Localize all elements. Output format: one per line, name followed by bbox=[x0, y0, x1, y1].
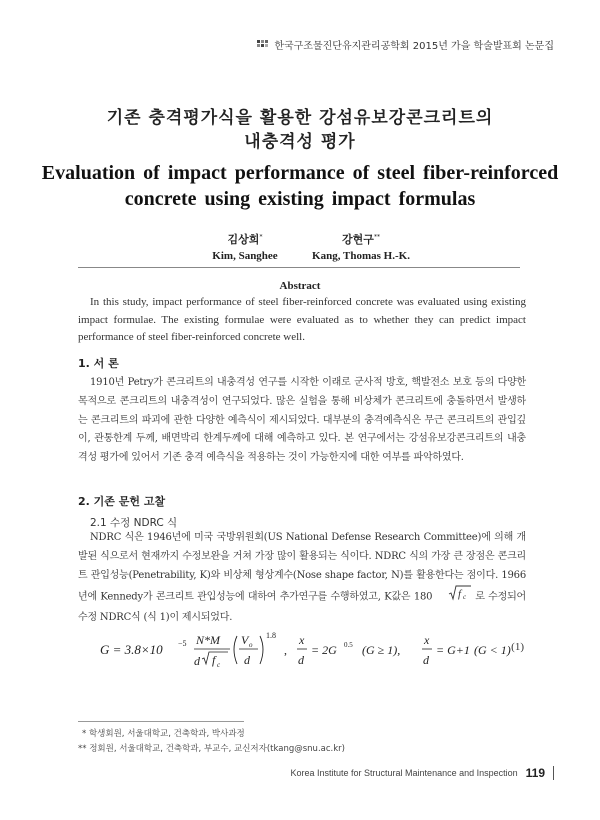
author-2 bbox=[296, 231, 426, 262]
grid-logo-icon bbox=[257, 40, 269, 49]
eq-c1-exp: 0.5 bbox=[344, 641, 353, 649]
footnote-1: * 학생회원, 서울대학교, 건축학과, 박사과정 bbox=[82, 729, 245, 739]
eq-exp: −5 bbox=[178, 639, 187, 648]
page-number: 119 bbox=[525, 766, 545, 780]
eq-den: d bbox=[194, 654, 200, 668]
eq-frac-num: V bbox=[241, 633, 249, 647]
eq-c2-den: d bbox=[423, 653, 429, 667]
page-footer bbox=[291, 766, 555, 780]
footer-bar bbox=[553, 766, 554, 780]
abstract-text: In this study, impact performance of steel fiber-reinforced concrete was evaluated using existing impact formulae. The existing formulae were evaluated as to whether they can predict impact performance of steel fiber-reinforced concrete well. bbox=[78, 296, 526, 343]
author-1-ko: 김상희 bbox=[227, 233, 260, 246]
section2-text bbox=[78, 529, 526, 628]
author-1-en: Kim, Sanghee bbox=[212, 250, 278, 262]
eq-c1-rhs: = 2G bbox=[311, 643, 337, 657]
equation-1 bbox=[100, 628, 520, 672]
eq-frac-den: d bbox=[244, 653, 250, 667]
title-english-line2: concrete using existing impact formulas bbox=[124, 188, 476, 210]
eq-c1-range: (G ≥ 1), bbox=[362, 643, 401, 657]
eq-frac-sub: o bbox=[249, 641, 253, 649]
author-1 bbox=[190, 231, 300, 262]
eq-c2-range: (G < 1) bbox=[474, 643, 511, 657]
footnote-divider bbox=[78, 721, 244, 722]
section2-text-tail: 로 수정되어 수정 NDRC식 (식 1)이 제시되었다. bbox=[78, 591, 527, 624]
eq-lhs: G = 3.8×10 bbox=[100, 642, 163, 657]
title-english-line1: Evaluation of impact performance of steel fiber-reinforced bbox=[41, 162, 559, 184]
equation-number: (1) bbox=[511, 641, 524, 653]
eq-c1-den: d bbox=[298, 653, 304, 667]
section2-heading: 2. 기존 문헌 고찰 bbox=[78, 495, 166, 508]
eq-den-f: f bbox=[212, 653, 216, 667]
title-korean-line1: 기존 충격평가식을 활용한 강섬유보강콘크리트의 bbox=[106, 108, 494, 128]
journal-name: 한국구조물진단유지관리공학회 2015년 가을 학술발표회 논문집 bbox=[274, 41, 554, 52]
eq-num: N*M bbox=[196, 633, 220, 647]
abstract-heading: Abstract bbox=[279, 280, 321, 292]
author-2-en: Kang, Thomas H.-K. bbox=[312, 250, 410, 262]
footer-org: Korea Institute for Structural Maintenance and Inspection bbox=[290, 768, 518, 778]
section1-text: 1910년 Petry가 콘크리트의 내충격성 연구를 시작한 이래로 군사적 방호, 핵발전소 보호 등의 다양한 목적으로 콘크리트의 내충격성이 연구되었다. 많은 실험을 통해 비상체가 콘크리트에 충돌하면서 발생하는 콘크리트의 파괴에 관한 다양한 예측식이 제시되었다. 대부분의 충격예측식은 무근 콘크리트의 관입깊이, 관통한계 두께, 배면박리 한계두께에 대해 예측하고 있다. 본 연구에서는 강섬유보강콘크리트의 내충격성 평가에 있어서 기존 충격 예측식을 적용하는 것이 가능한지에 대한 여부를 파악하였다. bbox=[78, 377, 526, 464]
section1-heading: 1. 서 론 bbox=[78, 357, 119, 370]
author-1-mark: * bbox=[259, 233, 263, 241]
eq-comma-1: , bbox=[284, 643, 287, 657]
eq-c2-rhs: = G+1 bbox=[436, 643, 470, 657]
divider bbox=[78, 267, 520, 268]
footnote-2: ** 정회원, 서울대학교, 건축학과, 부교수, 교신저자(tkang@snu.ac.kr) bbox=[78, 744, 345, 754]
eq-c2-lhs: x bbox=[424, 633, 430, 647]
journal-header bbox=[257, 37, 554, 52]
title-korean-line2: 내충격성 평가 bbox=[244, 132, 356, 152]
author-2-mark: ** bbox=[373, 233, 380, 241]
sqrt-c: c bbox=[462, 593, 466, 602]
eq-power: 1.8 bbox=[266, 631, 276, 640]
sqrt-f: f bbox=[457, 588, 461, 601]
author-2-ko: 강현구 bbox=[342, 233, 374, 246]
eq-den-c: c bbox=[217, 661, 221, 669]
section2-subheading: 2.1 수정 NDRC 식 bbox=[90, 517, 178, 529]
section2-text-main: NDRC 식은 1946년에 미국 국방위원회(US National Defense Research Committee)에 의해 개발된 식으로서 현재까지 수정보완을 거쳐 가장 많이 활용되는 식이다. NDRC 식의 가장 큰 장점은 콘크리트 관입성능(Penetrability, K)와 비상체 형상계수(Nose shape factor, N)를 활용한다는 점이다. 1966년에 Kennedy가 콘크리트 관입성능에 대하여 추가연구를 수행하였고, K값은 180 bbox=[78, 532, 526, 603]
eq-c1-lhs: x bbox=[299, 633, 305, 647]
sqrt-fc bbox=[436, 585, 472, 609]
sqrt-fc-symbol bbox=[448, 585, 472, 601]
